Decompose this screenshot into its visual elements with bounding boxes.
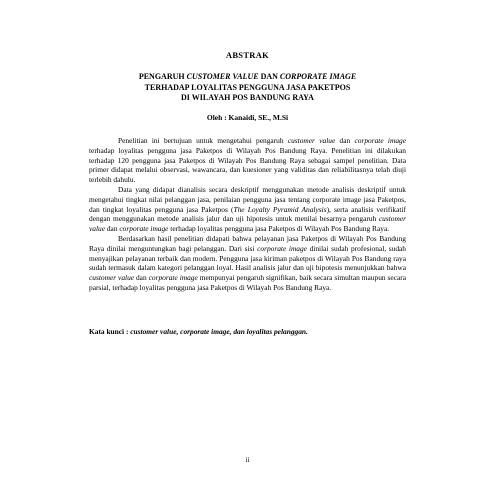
text-run: dinilai sudah profesional, sudah menyajikan pelayanan terbaik dan modern. Pengguna jasa kiriman paketpos di Wilayah Pos Bandung raya sudah termasuk dalam kategori pelanggan loyal. Hasil analisis jalur dan uji hipotesis menunjukkan bahwa: [89, 243, 406, 273]
abstract-body: [89, 136, 406, 293]
text-run-italic: corporate image: [257, 243, 307, 253]
text-run: dan: [105, 224, 120, 234]
page-number: ii: [245, 456, 250, 464]
author-line: Oleh : Kanaidi, SE., M.Si: [206, 113, 289, 122]
title-line-3: DI WILAYAH POS BANDUNG RAYA: [181, 93, 314, 102]
text-run-italic: The Loyalty Pyramid Analysis: [233, 204, 327, 214]
keywords-label: Kata kunci :: [89, 327, 131, 336]
text-run: terhadap loyalitas pengguna jasa Paketpos di Wilayah Pos Bandung Raya. Penelitian ini dilakukan terhadap 120 pengguna jasa Paketpos di Wilayah Pos Bandung Raya sebagai sampel penelitian. Data primer didapat melalui observasi, wawancara, dan kuesioner yang validitas dan reliabilitasnya telah diuji terlebih dahulu.: [89, 145, 406, 185]
title-text-italic: CORPORATE IMAGE: [279, 72, 357, 81]
text-run: dan: [134, 273, 149, 283]
text-run-italic: customer value: [287, 136, 336, 145]
paragraph-3: [89, 234, 406, 293]
paper-title: [60, 72, 435, 104]
paragraph-1: [89, 136, 406, 185]
title-line-2: TERHADAP LOYALITAS PENGGUNA JASA PAKETPOS: [144, 82, 351, 92]
text-run: dan: [335, 136, 355, 145]
text-run: ), serta analisis verifikatif dengan menggunakan metode analisis jalur dan uji hipotesis untuk menilai besarnya pengaruh: [89, 204, 406, 224]
text-run-italic: corporate image: [354, 136, 406, 145]
text-run-italic: corporate image: [148, 273, 198, 283]
paragraph-2: [89, 185, 406, 234]
text-run: Penelitian ini bertujuan untuk mengetahui pengaruh: [118, 136, 288, 145]
text-run-italic: corporate image: [119, 224, 169, 234]
keywords: [89, 327, 409, 336]
abstract-heading: ABSTRAK: [225, 50, 270, 60]
text-run-italic: customer value: [89, 273, 135, 283]
title-text-italic: CUSTOMER VALUE: [186, 72, 259, 81]
text-run-italic: customer value: [89, 214, 406, 234]
text-run: Berdasarkan hasil penelitian didapati bahwa pelayanan jasa Paketpos di Wilayah Pos Bandung Raya dinilai menguntungkan bagi pelanggan. Dari sisi: [89, 233, 406, 253]
title-line-1: [60, 72, 435, 83]
keywords-value: customer value, corporate image, dan loyalitas pelanggan.: [130, 327, 308, 336]
text-run: mempunyai pengaruh signifikan, baik secara simultan maupun secara parsial, terhadap loyalitas pengguna jasa Paketpos di Wilayah Pos Bandung Raya.: [89, 273, 406, 292]
title-text: DAN: [258, 72, 280, 81]
text-run: Data yang didapat dianalisis secara deskriptif menggunakan metode analisis deskriptif untuk mengetahui tingkat nilai pelanggan jasa, penilaian pengguna jasa tentang corporate image jasa Paketpos, dan tingkat loyalitas pengguna jasa Paketpos (: [89, 184, 406, 214]
title-text: PENGARUH: [138, 72, 187, 81]
text-run: terhadap loyalitas pengguna jasa Paketpos di Wilayah Pos Bandung Raya.: [168, 224, 390, 234]
